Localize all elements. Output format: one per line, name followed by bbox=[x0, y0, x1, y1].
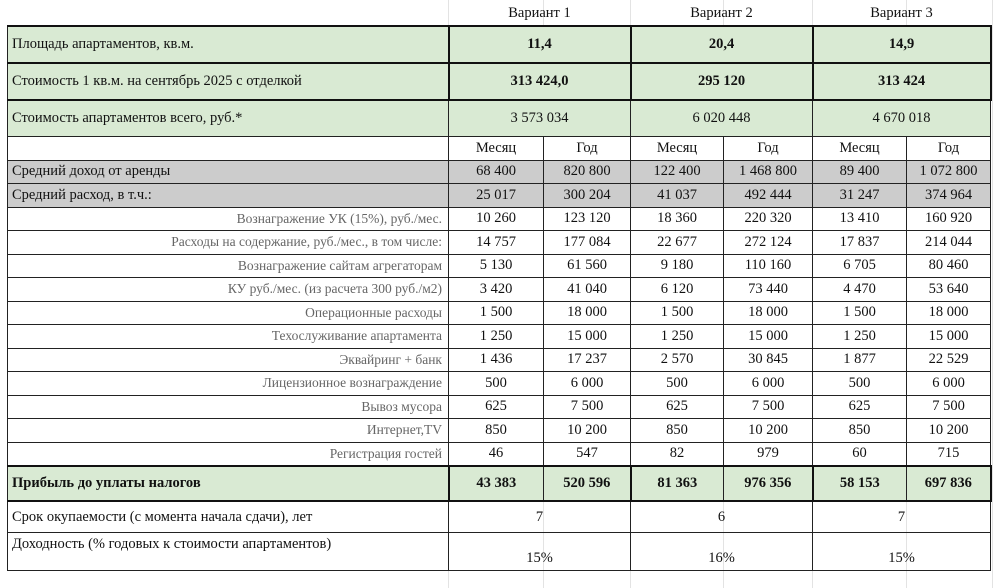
empty-cell[interactable] bbox=[8, 137, 449, 161]
expense-item-cell[interactable]: 1 436 bbox=[449, 348, 544, 372]
period-year-3[interactable]: Год bbox=[907, 137, 991, 161]
expense-item-cell[interactable]: 1 500 bbox=[449, 301, 544, 325]
expense-item-cell[interactable]: 18 000 bbox=[724, 301, 813, 325]
income-label[interactable]: Средний доход от аренды bbox=[8, 160, 449, 184]
expense-item-row bbox=[8, 278, 991, 302]
income-cell[interactable]: 89 400 bbox=[813, 160, 907, 184]
income-cell[interactable]: 1 072 800 bbox=[907, 160, 991, 184]
area-value-2[interactable]: 20,4 bbox=[631, 26, 813, 63]
expense-item-cell[interactable]: 7 500 bbox=[907, 395, 991, 419]
expense-item-cell[interactable]: 18 000 bbox=[907, 301, 991, 325]
expense-item-label[interactable]: Вывоз мусора bbox=[8, 395, 449, 419]
yield-row bbox=[8, 533, 991, 571]
expense-item-cell[interactable]: 17 837 bbox=[813, 231, 907, 255]
expense-item-cell[interactable]: 6 000 bbox=[724, 372, 813, 396]
area-value-3[interactable]: 14,9 bbox=[813, 26, 991, 63]
expense-item-cell[interactable]: 6 000 bbox=[907, 372, 991, 396]
profit-row bbox=[8, 466, 991, 501]
variant-header-row bbox=[8, 1, 991, 27]
total-cost-row bbox=[8, 100, 991, 137]
yield-value-2[interactable]: 16% bbox=[631, 533, 813, 571]
variant-1-header[interactable]: Вариант 1 bbox=[508, 4, 571, 21]
expense-item-cell[interactable]: 30 845 bbox=[724, 348, 813, 372]
expense-item-cell[interactable]: 10 260 bbox=[449, 207, 544, 231]
payback-value-1[interactable]: 7 bbox=[449, 501, 631, 533]
total-cost-value-3[interactable]: 4 670 018 bbox=[813, 100, 991, 137]
income-cell[interactable]: 122 400 bbox=[631, 160, 724, 184]
expense-item-label[interactable]: Операционные расходы bbox=[8, 301, 449, 325]
expense-cell[interactable]: 25 017 bbox=[449, 184, 544, 208]
expense-cell[interactable]: 31 247 bbox=[813, 184, 907, 208]
income-cell[interactable]: 1 468 800 bbox=[724, 160, 813, 184]
expense-item-cell[interactable]: 5 130 bbox=[449, 254, 544, 278]
expense-item-label[interactable]: Вознагражение УК (15%), руб./мес. bbox=[8, 207, 449, 231]
income-row bbox=[8, 160, 991, 184]
expense-item-cell[interactable]: 15 000 bbox=[907, 325, 991, 349]
expense-item-cell[interactable]: 46 bbox=[449, 442, 544, 466]
total-cost-value-1[interactable]: 3 573 034 bbox=[449, 100, 631, 137]
expense-cell[interactable]: 300 204 bbox=[544, 184, 631, 208]
expense-item-label[interactable]: Расходы на содержание, руб./мес., в том числе: bbox=[8, 231, 449, 255]
expense-item-cell[interactable]: 177 084 bbox=[544, 231, 631, 255]
expense-item-cell[interactable]: 214 044 bbox=[907, 231, 991, 255]
payback-label[interactable]: Срок окупаемости (с момента начала сдачи), лет bbox=[8, 501, 449, 533]
expense-item-label[interactable]: КУ руб./мес. (из расчета 300 руб./м2) bbox=[8, 278, 449, 302]
period-header-row bbox=[8, 137, 991, 161]
expense-item-row bbox=[8, 442, 991, 466]
expense-item-cell[interactable]: 18 360 bbox=[631, 207, 724, 231]
period-year-1[interactable]: Год bbox=[544, 137, 631, 161]
expense-item-cell[interactable]: 547 bbox=[544, 442, 631, 466]
income-cell[interactable]: 68 400 bbox=[449, 160, 544, 184]
profit-label[interactable]: Прибыль до уплаты налогов bbox=[8, 466, 449, 501]
price-per-sqm-label[interactable]: Стоимость 1 кв.м. на сентябрь 2025 с отделкой bbox=[8, 63, 449, 100]
grid-line bbox=[992, 0, 993, 588]
total-cost-value-2[interactable]: 6 020 448 bbox=[631, 100, 813, 137]
expense-item-cell[interactable]: 17 237 bbox=[544, 348, 631, 372]
expense-item-row bbox=[8, 348, 991, 372]
expense-item-cell[interactable]: 850 bbox=[813, 419, 907, 443]
expense-item-row bbox=[8, 231, 991, 255]
expense-item-row bbox=[8, 254, 991, 278]
price-per-sqm-value-3[interactable]: 313 424 bbox=[813, 63, 991, 100]
expense-item-label[interactable]: Лицензионное вознаграждение bbox=[8, 372, 449, 396]
expense-item-cell[interactable]: 2 570 bbox=[631, 348, 724, 372]
expense-item-row bbox=[8, 325, 991, 349]
expense-item-cell[interactable]: 7 500 bbox=[544, 395, 631, 419]
total-cost-label[interactable]: Стоимость апартаментов всего, руб.* bbox=[8, 100, 449, 137]
expense-item-cell[interactable]: 500 bbox=[449, 372, 544, 396]
price-per-sqm-value-1[interactable]: 313 424,0 bbox=[449, 63, 631, 100]
expense-item-cell[interactable]: 14 757 bbox=[449, 231, 544, 255]
expense-item-cell[interactable]: 82 bbox=[631, 442, 724, 466]
expense-item-cell[interactable]: 123 120 bbox=[544, 207, 631, 231]
expense-item-cell[interactable]: 53 640 bbox=[907, 278, 991, 302]
expense-label[interactable]: Средний расход, в т.ч.: bbox=[8, 184, 449, 208]
area-label[interactable]: Площадь апартаментов, кв.м. bbox=[8, 26, 449, 63]
expense-item-cell[interactable]: 22 677 bbox=[631, 231, 724, 255]
expense-cell[interactable]: 41 037 bbox=[631, 184, 724, 208]
expense-item-cell[interactable]: 3 420 bbox=[449, 278, 544, 302]
expense-item-label[interactable]: Техослуживание апартамента bbox=[8, 325, 449, 349]
expense-item-cell[interactable]: 979 bbox=[724, 442, 813, 466]
expense-row bbox=[8, 184, 991, 208]
period-year-2[interactable]: Год bbox=[724, 137, 813, 161]
expense-item-cell[interactable]: 10 200 bbox=[544, 419, 631, 443]
yield-value-3[interactable]: 15% bbox=[813, 533, 991, 571]
expense-item-cell[interactable]: 272 124 bbox=[724, 231, 813, 255]
profit-cell[interactable]: 58 153 bbox=[813, 466, 907, 501]
expense-item-label[interactable]: Вознагражение сайтам агрегаторам bbox=[8, 254, 449, 278]
area-row bbox=[8, 26, 991, 63]
expense-item-cell[interactable]: 15 000 bbox=[724, 325, 813, 349]
period-month-3[interactable]: Месяц bbox=[813, 137, 907, 161]
price-per-sqm-row bbox=[8, 63, 991, 100]
expense-item-cell[interactable]: 500 bbox=[631, 372, 724, 396]
expense-item-label[interactable]: Регистрация гостей bbox=[8, 442, 449, 466]
yield-label[interactable]: Доходность (% годовых к стоимости апартаментов) bbox=[8, 533, 449, 571]
expense-item-cell[interactable]: 220 320 bbox=[724, 207, 813, 231]
period-month-2[interactable]: Месяц bbox=[631, 137, 724, 161]
expense-item-cell[interactable]: 1 250 bbox=[813, 325, 907, 349]
expense-item-label[interactable]: Интернет,TV bbox=[8, 419, 449, 443]
expense-item-cell[interactable]: 10 200 bbox=[907, 419, 991, 443]
expense-item-cell[interactable]: 500 bbox=[813, 372, 907, 396]
expense-item-row bbox=[8, 419, 991, 443]
investment-table bbox=[7, 0, 992, 571]
expense-item-cell[interactable]: 160 920 bbox=[907, 207, 991, 231]
variant-3-header[interactable]: Вариант 3 bbox=[870, 4, 933, 21]
expense-item-cell[interactable]: 61 560 bbox=[544, 254, 631, 278]
period-month-1[interactable]: Месяц bbox=[449, 137, 544, 161]
expense-item-cell[interactable]: 625 bbox=[631, 395, 724, 419]
expense-item-cell[interactable]: 6 120 bbox=[631, 278, 724, 302]
profit-cell[interactable]: 43 383 bbox=[449, 466, 544, 501]
expense-item-row bbox=[8, 207, 991, 231]
empty-cell[interactable] bbox=[8, 1, 449, 27]
expense-item-row bbox=[8, 372, 991, 396]
expense-item-cell[interactable]: 60 bbox=[813, 442, 907, 466]
expense-item-cell[interactable]: 1 250 bbox=[449, 325, 544, 349]
expense-item-cell[interactable]: 80 460 bbox=[907, 254, 991, 278]
area-value-1[interactable]: 11,4 bbox=[449, 26, 631, 63]
expense-item-cell[interactable]: 850 bbox=[631, 419, 724, 443]
expense-item-row bbox=[8, 395, 991, 419]
expense-item-cell[interactable]: 6 000 bbox=[544, 372, 631, 396]
expense-item-cell[interactable]: 9 180 bbox=[631, 254, 724, 278]
expense-item-cell[interactable]: 625 bbox=[813, 395, 907, 419]
yield-value-1[interactable]: 15% bbox=[449, 533, 631, 571]
variant-2-header[interactable]: Вариант 2 bbox=[690, 4, 753, 21]
income-cell[interactable]: 820 800 bbox=[544, 160, 631, 184]
expense-item-cell[interactable]: 110 160 bbox=[724, 254, 813, 278]
expense-item-cell[interactable]: 715 bbox=[907, 442, 991, 466]
expense-item-cell[interactable]: 6 705 bbox=[813, 254, 907, 278]
payback-value-2[interactable]: 6 bbox=[631, 501, 813, 533]
expense-item-cell[interactable]: 10 200 bbox=[724, 419, 813, 443]
expense-item-cell[interactable]: 41 040 bbox=[544, 278, 631, 302]
expense-cell[interactable]: 492 444 bbox=[724, 184, 813, 208]
profit-cell[interactable]: 520 596 bbox=[544, 466, 631, 501]
expense-item-cell[interactable]: 1 500 bbox=[813, 301, 907, 325]
expense-item-cell[interactable]: 4 470 bbox=[813, 278, 907, 302]
expense-item-cell[interactable]: 850 bbox=[449, 419, 544, 443]
expense-item-cell[interactable]: 15 000 bbox=[544, 325, 631, 349]
expense-item-cell[interactable]: 22 529 bbox=[907, 348, 991, 372]
expense-item-cell[interactable]: 13 410 bbox=[813, 207, 907, 231]
price-per-sqm-value-2[interactable]: 295 120 bbox=[631, 63, 813, 100]
expense-item-cell[interactable]: 7 500 bbox=[724, 395, 813, 419]
profit-cell[interactable]: 81 363 bbox=[631, 466, 724, 501]
payback-value-3[interactable]: 7 bbox=[813, 501, 991, 533]
expense-item-cell[interactable]: 625 bbox=[449, 395, 544, 419]
expense-item-cell[interactable]: 18 000 bbox=[544, 301, 631, 325]
expense-item-cell[interactable]: 1 500 bbox=[631, 301, 724, 325]
profit-cell[interactable]: 976 356 bbox=[724, 466, 813, 501]
expense-item-label[interactable]: Эквайринг + банк bbox=[8, 348, 449, 372]
profit-cell[interactable]: 697 836 bbox=[907, 466, 991, 501]
expense-item-cell[interactable]: 73 440 bbox=[724, 278, 813, 302]
payback-row bbox=[8, 501, 991, 533]
expense-item-row bbox=[8, 301, 991, 325]
expense-cell[interactable]: 374 964 bbox=[907, 184, 991, 208]
expense-item-cell[interactable]: 1 250 bbox=[631, 325, 724, 349]
expense-item-cell[interactable]: 1 877 bbox=[813, 348, 907, 372]
